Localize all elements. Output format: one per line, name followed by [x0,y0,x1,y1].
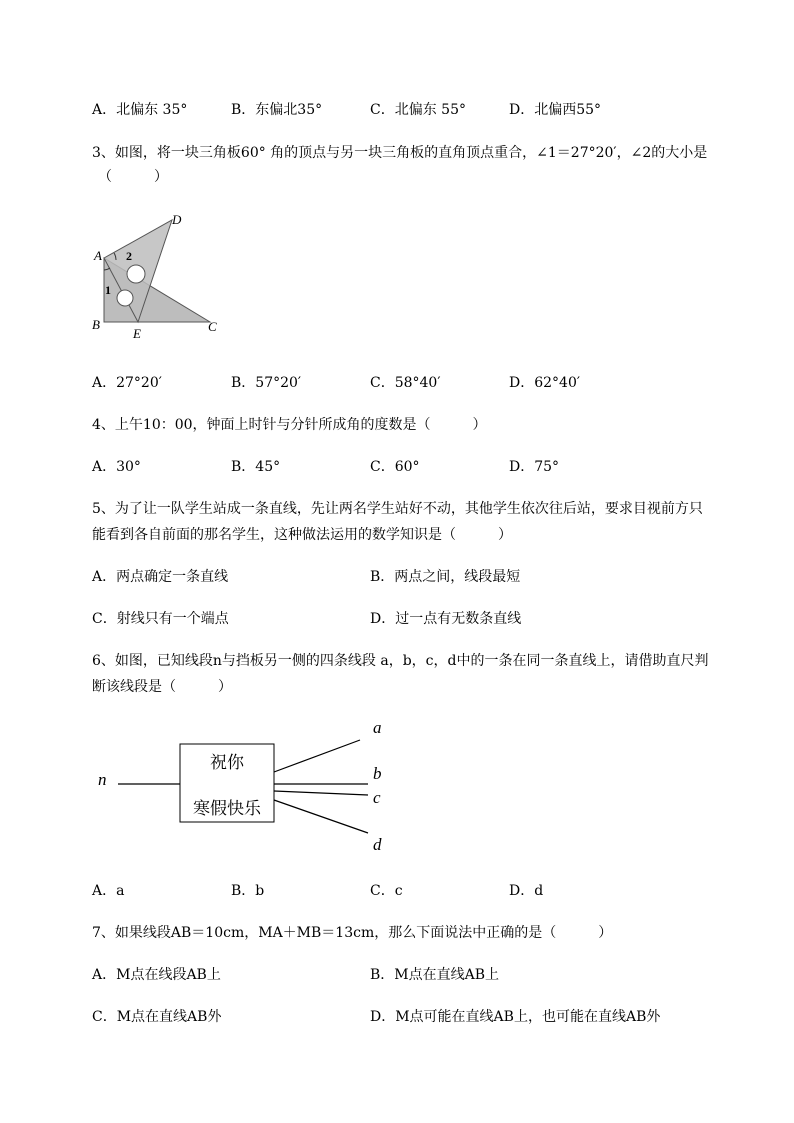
q3-option-b: B．57°20′ [231,375,302,391]
q6-figure [90,712,400,862]
q2-option-b: B．东偏北35° [231,102,323,118]
q7-option-b: B．M点在直线AB上 [370,967,500,983]
q4-option-a: A．30° [92,459,141,475]
q6-segment-c [274,791,368,795]
q6-option-b: B．b [231,883,265,899]
q3-label-b: B [92,317,100,332]
q7-option-a: A．M点在线段AB上 [92,967,221,983]
q6-option-c: C．c [370,883,403,899]
q5-option-d: D．过一点有无数条直线 [370,611,522,627]
q6-stem-line2: 断该线段是（ ） [92,679,232,695]
q4-option-d: D．75° [509,459,560,475]
q6-board-text-line2: 寒假快乐 [193,799,261,819]
q3-label-e: E [133,326,141,341]
q6-segment-d [274,800,368,833]
q7-option-d: D．M点可能在直线AB上，也可能在直线AB外 [370,1009,661,1025]
q3-hole-upper [127,265,145,283]
q3-stem-line1: 3、如图，将一块三角板60° 角的顶点与另一块三角板的直角顶点重合，∠1＝27°20′，∠2的大小是 [92,145,708,161]
q4-option-c: C．60° [370,459,420,475]
q6-stem-line1: 6、如图，已知线段n与挡板另一侧的四条线段 a，b，c，d中的一条在同一条直线上，请借助直尺判 [92,653,709,669]
q3-option-d: D．62°40′ [509,375,581,391]
q5-option-c: C．射线只有一个端点 [92,611,229,627]
q3-figure [88,208,228,344]
q6-option-a: A．a [92,883,125,899]
q3-stem-line2: （ ） [98,169,168,185]
q6-segment-a [274,740,360,772]
q6-label-d: d [373,835,382,854]
q7-option-c: C．M点在直线AB外 [92,1009,222,1025]
q3-label-1: 1 [105,283,111,297]
q5-option-a: A．两点确定一条直线 [92,569,229,585]
q6-label-a: a [373,718,382,737]
q6-label-n: n [98,770,107,789]
q5-stem-line1: 5、为了让一队学生站成一条直线，先让两名学生站好不动，其他学生依次往后站，要求目视前方只 [92,501,703,517]
q3-label-c: C [208,319,217,334]
q6-label-b: b [373,764,382,783]
q5-stem-line2: 能看到各自前面的那名学生，这种做法运用的数学知识是（ ） [92,527,512,543]
q6-board-text-line1: 祝你 [210,753,244,773]
q3-option-a: A．27°20′ [92,375,162,391]
q3-label-a: A [94,248,102,263]
q4-stem: 4、上午10：00，钟面上时针与分针所成角的度数是（ ） [92,417,487,433]
q2-option-a: A．北偏东 35° [92,102,188,118]
q2-option-d: D．北偏西55° [509,102,602,118]
q3-label-d: D [172,212,182,227]
q5-option-b: B．两点之间，线段最短 [370,569,521,585]
q3-hole-lower [117,290,133,306]
q2-option-c: C．北偏东 55° [370,102,466,118]
q3-option-c: C．58°40′ [370,375,441,391]
q7-stem: 7、如果线段AB＝10cm，MA＋MB＝13cm，那么下面说法中正确的是（ ） [92,925,613,941]
q6-option-d: D．d [509,883,544,899]
q4-option-b: B．45° [231,459,281,475]
q3-label-2: 2 [126,249,132,263]
q6-label-c: c [373,788,381,807]
